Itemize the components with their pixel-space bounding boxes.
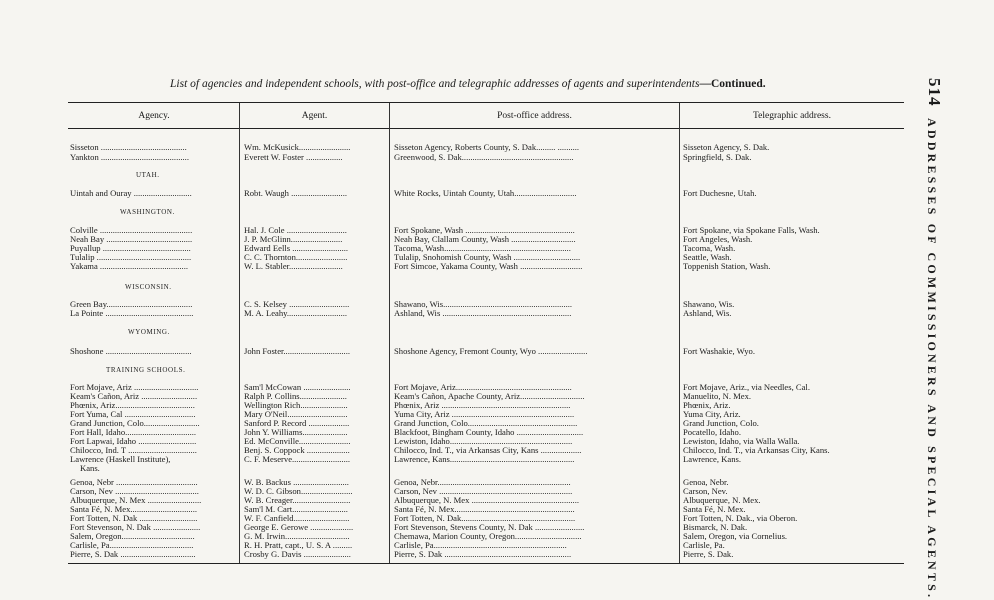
post-office-cell: Fort Totten, N. Dak.....................................................: [394, 513, 576, 523]
agency-cell: Carlisle, Pa.......................................: [70, 540, 194, 550]
agency-cell: Carson, Nev .......................................: [70, 486, 199, 496]
section-heading-washington: WASHINGTON.: [120, 208, 175, 216]
caption-continued: —Continued.: [699, 78, 766, 90]
post-office-cell: Yuma City, Ariz .........................................................: [394, 409, 575, 419]
telegraphic-cell: Manuelito, N. Mex.: [683, 391, 752, 401]
agency-cell: Fort Hall, Idaho.................................: [70, 427, 197, 437]
post-office-cell: White Rocks, Uintah County, Utah.............................: [394, 188, 577, 198]
telegraphic-cell: Genoa, Nebr.: [683, 477, 729, 487]
table-row: [0, 549, 994, 559]
agent-cell: W. D. C. Gibson........................: [244, 486, 353, 496]
agency-cell: Fort Yuma, Cal .................................: [70, 409, 196, 419]
agent-cell: M. A. Leahy............................: [244, 308, 348, 318]
telegraphic-cell: Ashland, Wis.: [683, 308, 732, 318]
telegraphic-cell: Fort Duchesne, Utah.: [683, 188, 757, 198]
agency-cell: Albuquerque, N. Mex .........................: [70, 495, 202, 505]
agency-cell: Fort Mojave, Ariz ..............................: [70, 382, 199, 392]
post-office-cell: Santa Fé, N. Mex........................................................: [394, 504, 575, 514]
agency-cell: Yankton .........................................: [70, 152, 189, 162]
post-office-cell: Ashland, Wis ............................................................: [394, 308, 572, 318]
agency-cell: Sisseton ........................................: [70, 142, 187, 152]
agent-cell: R. H. Pratt, capt., U. S. A .........: [244, 540, 353, 550]
agent-cell: W. B. Creager...........................: [244, 495, 351, 505]
telegraphic-cell: Fort Mojave, Ariz., via Needles, Cal.: [683, 382, 810, 392]
section-heading-wisconsin: WISCONSIN.: [125, 283, 172, 291]
telegraphic-cell: Seattle, Wash.: [683, 252, 732, 262]
agent-cell: George E. Gerowe ....................: [244, 522, 354, 532]
agent-cell: John Foster...............................: [244, 346, 350, 356]
agency-cell: Green Bay........................................: [70, 299, 193, 309]
column-header-agency: Agency.: [138, 111, 170, 121]
telegraphic-cell: Shawano, Wis.: [683, 299, 735, 309]
post-office-cell: Fort Simcoe, Yakama County, Wash .............................: [394, 261, 583, 271]
agency-cell: Grand Junction, Colo..........................: [70, 418, 200, 428]
top-rule: [68, 102, 904, 103]
agent-cell: Sam'l McCowan ......................: [244, 382, 351, 392]
agent-cell: Mary O'Neil............................: [244, 409, 348, 419]
agency-cell: Yakama .........................................: [70, 261, 189, 271]
bottom-rule: [68, 563, 904, 564]
agent-cell: J. P. McGlinn........................: [244, 234, 343, 244]
telegraphic-cell: Santa Fé, N. Mex.: [683, 504, 746, 514]
agency-cell: Salem, Oregon..................................: [70, 531, 195, 541]
post-office-cell: Blackfoot, Bingham County, Idaho ...............................: [394, 427, 584, 437]
agency-cell: Lawrence (Haskell Institute),: [70, 454, 171, 464]
agent-cell: Sanford P. Record ...................: [244, 418, 350, 428]
agency-cell: Fort Lapwai, Idaho ...........................: [70, 436, 197, 446]
table-row: [0, 142, 994, 152]
agency-cell: Kans.: [80, 463, 100, 473]
agent-cell: Hal. J. Cole ............................: [244, 225, 347, 235]
agent-cell: W. B. Backus ..........................: [244, 477, 349, 487]
agent-cell: Wellington Rich......................: [244, 400, 348, 410]
telegraphic-cell: Springfield, S. Dak.: [683, 152, 752, 162]
post-office-cell: Fort Mojave, Ariz......................................................: [394, 382, 572, 392]
post-office-cell: Tulalip, Snohomish County, Wash ...............................: [394, 252, 581, 262]
agent-cell: Crosby G. Davis ......................: [244, 549, 351, 559]
section-heading-wyoming: WYOMING.: [128, 328, 170, 336]
agency-cell: Uintah and Ouray ...........................: [70, 188, 192, 198]
telegraphic-cell: Tacoma, Wash.: [683, 243, 736, 253]
post-office-cell: Carlisle, Pa..............................................................: [394, 540, 567, 550]
telegraphic-cell: Pierre, S. Dak.: [683, 549, 734, 559]
post-office-cell: Shoshone Agency, Fremont County, Wyo .......................: [394, 346, 588, 356]
post-office-cell: Tacoma, Wash...........................................................: [394, 243, 571, 253]
post-office-cell: Greenwood, S. Dak....................................................: [394, 152, 574, 162]
post-office-cell: Phœnix, Ariz ............................................................: [394, 400, 571, 410]
telegraphic-cell: Fort Angeles, Wash.: [683, 234, 753, 244]
section-heading-training-schools: TRAINING SCHOOLS.: [106, 366, 186, 374]
telegraphic-cell: Albuquerque, N. Mex.: [683, 495, 761, 505]
page-number: 514: [925, 78, 944, 107]
telegraphic-cell: Chilocco, Ind. T., via Arkansas City, Kans.: [683, 445, 830, 455]
telegraphic-cell: Lawrence, Kans.: [683, 454, 741, 464]
post-office-cell: Lewiston, Idaho.........................................................: [394, 436, 573, 446]
post-office-cell: Carson, Nev ..............................................................: [394, 486, 573, 496]
post-office-cell: Lawrence, Kans..........................................................: [394, 454, 575, 464]
agent-cell: C. F. Meserve...........................: [244, 454, 351, 464]
post-office-cell: Sisseton Agency, Roberts County, S. Dak......... ..........: [394, 142, 580, 152]
telegraphic-cell: Salem, Oregon, via Cornelius.: [683, 531, 788, 541]
post-office-cell: Fort Stevenson, Stevens County, N. Dak .......................: [394, 522, 585, 532]
agent-cell: C. C. Thornton........................: [244, 252, 348, 262]
telegraphic-cell: Sisseton Agency, S. Dak.: [683, 142, 770, 152]
agency-cell: Genoa, Nebr ......................................: [70, 477, 198, 487]
table-row: [0, 346, 994, 356]
caption-text: List of agencies and independent schools, with post-office and telegraphic addresses of agents and superintendents: [170, 78, 700, 90]
agency-cell: Tulalip ............................................: [70, 252, 192, 262]
post-office-cell: Fort Spokane, Wash ...................................................: [394, 225, 575, 235]
telegraphic-cell: Toppenish Station, Wash.: [683, 261, 771, 271]
telegraphic-cell: Lewiston, Idaho, via Walla Walla.: [683, 436, 800, 446]
table-row: [0, 463, 994, 473]
table-row: [0, 308, 994, 318]
telegraphic-cell: Phœnix, Ariz.: [683, 400, 731, 410]
telegraphic-cell: Fort Totten, N. Dak., via Oberon.: [683, 513, 798, 523]
agent-cell: Wm. McKusick........................: [244, 142, 351, 152]
agent-cell: Everett W. Foster .................: [244, 152, 343, 162]
table-row: [0, 188, 994, 198]
post-office-cell: Pierre, S. Dak ...........................................................: [394, 549, 572, 559]
column-header-agent: Agent.: [301, 111, 328, 121]
post-office-cell: Grand Junction, Colo...................................................: [394, 418, 578, 428]
agency-cell: Chilocco, Ind. T ................................: [70, 445, 197, 455]
agent-cell: Robt. Waugh ..........................: [244, 188, 347, 198]
post-office-cell: Genoa, Nebr..............................................................: [394, 477, 571, 487]
agency-cell: Puyallup .........................................: [70, 243, 191, 253]
section-heading-utah: UTAH.: [136, 171, 160, 179]
agent-cell: Edward Eells ..........................: [244, 243, 349, 253]
agency-cell: Pierre, S. Dak ...................................: [70, 549, 196, 559]
agent-cell: Ralph P. Collins......................: [244, 391, 347, 401]
agent-cell: Sam'l M. Cart..........................: [244, 504, 348, 514]
telegraphic-cell: Pocatello, Idaho.: [683, 427, 741, 437]
table-row: [0, 261, 994, 271]
telegraphic-cell: Bismarck, N. Dak.: [683, 522, 748, 532]
post-office-cell: Chilocco, Ind. T., via Arkansas City, Kans ...................: [394, 445, 582, 455]
agency-cell: Neah Bay ........................................: [70, 234, 193, 244]
agency-cell: Phœnix, Ariz.....................................: [70, 400, 195, 410]
post-office-cell: Shawano, Wis............................................................: [394, 299, 573, 309]
post-office-cell: Neah Bay, Clallam County, Wash ..............................: [394, 234, 576, 244]
agent-cell: W. F. Canfield..........................: [244, 513, 350, 523]
running-head: ADDRESSES OF COMMISSIONERS AND SPECIAL AGENTS.: [925, 118, 939, 600]
agent-cell: G. M. Irwin..............................: [244, 531, 350, 541]
table-caption: [170, 78, 850, 90]
telegraphic-cell: Fort Spokane, via Spokane Falls, Wash.: [683, 225, 820, 235]
column-header-post-office: Post-office address.: [497, 111, 572, 121]
agent-cell: Benj. S. Coppock ....................: [244, 445, 350, 455]
agency-cell: Colville ...........................................: [70, 225, 193, 235]
telegraphic-cell: Fort Washakie, Wyo.: [683, 346, 755, 356]
column-header-telegraphic: Telegraphic address.: [753, 111, 831, 121]
telegraphic-cell: Yuma City, Ariz.: [683, 409, 741, 419]
post-office-cell: Albuquerque, N. Mex ..................................................: [394, 495, 579, 505]
agent-cell: C. S. Kelsey ............................: [244, 299, 350, 309]
agent-cell: John Y. Williams.....................: [244, 427, 348, 437]
agency-cell: Keam's Cañon, Ariz ..........................: [70, 391, 198, 401]
agent-cell: W. L. Stabler.........................: [244, 261, 343, 271]
agency-cell: Shoshone ........................................: [70, 346, 192, 356]
telegraphic-cell: Carson, Nev.: [683, 486, 728, 496]
post-office-cell: Chemawa, Marion County, Oregon...............................: [394, 531, 582, 541]
agent-cell: Ed. McConville........................: [244, 436, 351, 446]
post-office-cell: Keam's Cañon, Apache County, Ariz..............................: [394, 391, 585, 401]
header-rule: [68, 128, 904, 129]
agency-cell: Santa Fé, N. Mex...............................: [70, 504, 197, 514]
table-row: [0, 152, 994, 162]
agency-cell: Fort Stevenson, N. Dak ......................: [70, 522, 201, 532]
agency-cell: La Pointe .........................................: [70, 308, 194, 318]
telegraphic-cell: Grand Junction, Colo.: [683, 418, 759, 428]
telegraphic-cell: Carlisle, Pa.: [683, 540, 725, 550]
agency-cell: Fort Totten, N. Dak ...........................: [70, 513, 198, 523]
